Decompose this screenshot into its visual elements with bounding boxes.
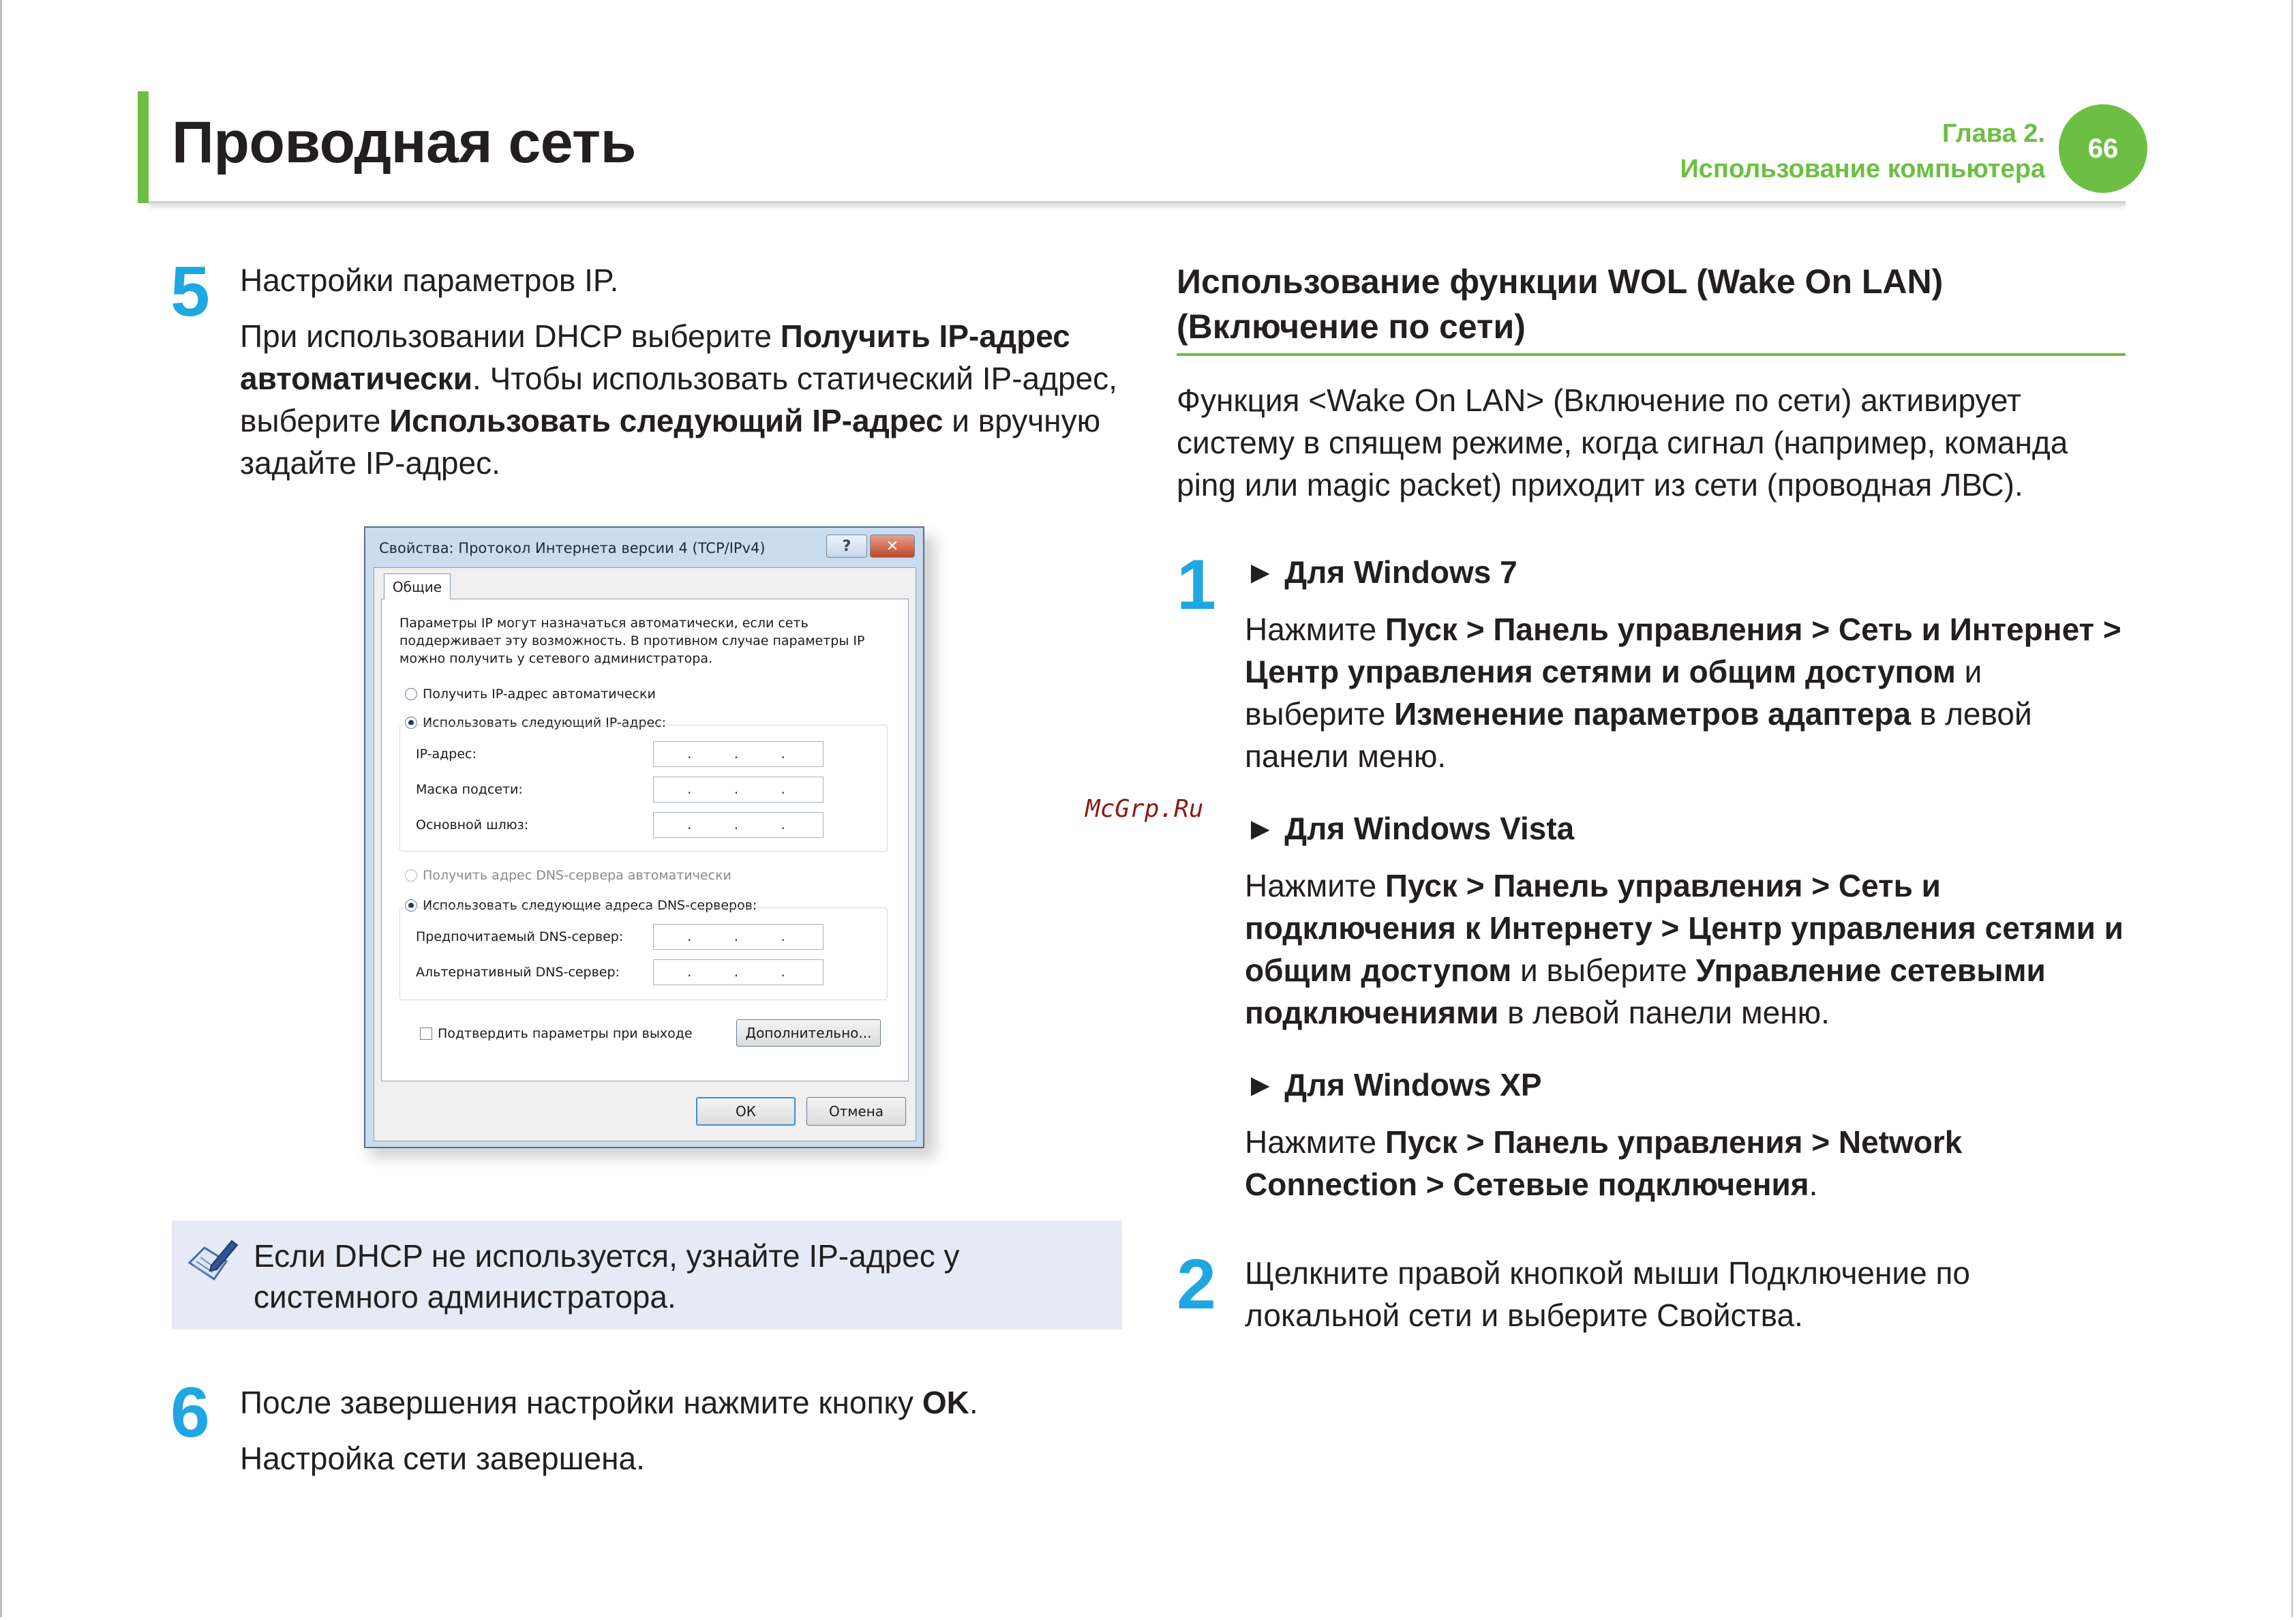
text-run: . bbox=[969, 1385, 978, 1420]
dialog-title: Свойства: Протокол Интернета версии 4 (TCP/IPv4) bbox=[379, 540, 766, 556]
ok-button-ref: OK bbox=[922, 1385, 969, 1420]
wol-heading-rule bbox=[1177, 353, 2126, 356]
auto-dns-radio[interactable] bbox=[405, 869, 417, 882]
text-run: Нажмите bbox=[1245, 868, 1385, 903]
manual-dns-label: Использовать следующие адреса DNS-серверов: bbox=[423, 898, 757, 913]
win7-subheading: ► Для Windows 7 bbox=[1245, 554, 1517, 590]
step-5-paragraph bbox=[240, 315, 1126, 484]
preferred-dns-label: Предпочитаемый DNS-сервер: bbox=[416, 929, 624, 944]
auto-ip-radio[interactable] bbox=[405, 688, 417, 700]
chapter-number: Глава 2. bbox=[1942, 119, 2045, 148]
alternate-dns-label: Альтернативный DNS-сервер: bbox=[416, 965, 620, 980]
general-tab-panel bbox=[381, 599, 909, 1081]
auto-dns-radio-row[interactable] bbox=[405, 868, 731, 883]
text-run: и выберите bbox=[1511, 952, 1696, 988]
menu-item-ref: Изменение параметров адаптера bbox=[1394, 696, 1912, 732]
default-gateway-label: Основной шлюз: bbox=[416, 817, 529, 832]
auto-ip-option-ref: Получить IP-адрес автоматически bbox=[240, 318, 1070, 396]
auto-ip-radio-row[interactable] bbox=[405, 687, 656, 702]
step-6-number: 6 bbox=[170, 1373, 210, 1452]
win7-instructions bbox=[1245, 608, 2131, 777]
text-run: и выберите bbox=[1245, 654, 1982, 732]
ip-address-label: IP-адрес: bbox=[416, 747, 477, 762]
validate-on-exit-label: Подтвердить параметры при выходе bbox=[438, 1026, 693, 1041]
tab-general[interactable]: Общие bbox=[384, 573, 451, 599]
note-pencil-icon bbox=[184, 1235, 239, 1290]
cancel-button[interactable]: Отмена bbox=[806, 1097, 906, 1126]
text-run: Нажмите bbox=[1245, 612, 1385, 647]
wol-intro: Функция <Wake On LAN> (Включение по сети) активирует систему в спящем режиме, когда сигнал (например, команда ping или magic packet) приходит из сети (проводная ЛВС). bbox=[1177, 382, 2068, 502]
step-2-text: Щелкните правой кнопкой мыши Подключение по локальной сети и выберите Свойства. bbox=[1245, 1255, 1970, 1333]
step-5-number: 5 bbox=[170, 252, 210, 331]
vista-instructions bbox=[1245, 865, 2138, 1034]
page-title: Проводная сеть bbox=[172, 110, 636, 175]
auto-dns-label: Получить адрес DNS-сервера автоматически bbox=[423, 868, 731, 883]
text-run: При использовании DHCP выберите bbox=[240, 318, 781, 354]
help-button[interactable]: ? bbox=[826, 535, 867, 558]
watermark: McGrp.Ru bbox=[1085, 795, 1204, 823]
header-rule bbox=[149, 201, 2126, 212]
wol-heading: Использование функции WOL (Wake On LAN) (Включение по сети) bbox=[1177, 262, 1944, 346]
ipv4-properties-dialog bbox=[364, 526, 924, 1148]
validate-checkbox-row[interactable] bbox=[420, 1026, 693, 1041]
subnet-mask-label: Маска подсети: bbox=[416, 782, 523, 797]
subnet-mask-input[interactable]: . . . bbox=[653, 777, 824, 802]
ok-button[interactable]: ОК bbox=[696, 1097, 796, 1126]
xp-subheading: ► Для Windows XP bbox=[1245, 1067, 1542, 1102]
manual-ip-option-ref: Использовать следующий IP-адрес bbox=[389, 403, 943, 438]
title-accent-bar bbox=[138, 91, 149, 203]
text-run: в левой панели меню. bbox=[1498, 995, 1830, 1030]
auto-ip-label: Получить IP-адрес автоматически bbox=[423, 687, 656, 702]
text-run: После завершения настройки нажмите кнопку bbox=[240, 1385, 922, 1420]
text-run: Нажмите bbox=[1245, 1124, 1385, 1160]
text-run: . bbox=[1809, 1167, 1818, 1202]
text-run: в левой панели меню. bbox=[1245, 696, 2032, 774]
close-button[interactable]: ✕ bbox=[870, 535, 915, 558]
dialog-body bbox=[374, 567, 916, 1141]
step-1-number: 1 bbox=[1177, 545, 1216, 625]
note-text: Если DHCP не используется, узнайте IP-адрес у системного администратора. bbox=[254, 1238, 960, 1315]
alternate-dns-input[interactable]: . . . bbox=[653, 959, 824, 985]
manual-ip-label: Использовать следующий IP-адрес: bbox=[423, 715, 667, 730]
text-run: и вручную задайте IP-адрес. bbox=[240, 403, 1101, 481]
text-run: . Чтобы использовать статический IP-адрес, выберите bbox=[240, 361, 1117, 438]
ip-address-input[interactable]: . . . bbox=[653, 741, 824, 767]
validate-on-exit-checkbox[interactable] bbox=[420, 1028, 432, 1040]
xp-instructions bbox=[1245, 1121, 2131, 1205]
menu-path: Пуск > Панель управления > Network Connection > Сетевые подключения bbox=[1245, 1124, 1963, 1202]
menu-path: Пуск > Панель управления > Сеть и Интернет > Центр управления сетями и общим доступом bbox=[1245, 612, 2121, 689]
dns-settings-group bbox=[399, 907, 888, 1000]
page-number-badge: 66 bbox=[2059, 104, 2147, 193]
note-box bbox=[172, 1220, 1122, 1330]
menu-path: Пуск > Панель управления > Сеть и подключения к Интернету > Центр управления сетями и общим доступом bbox=[1245, 868, 2124, 988]
vista-subheading: ► Для Windows Vista bbox=[1245, 811, 1575, 846]
step-6-result: Настройка сети завершена. bbox=[240, 1441, 645, 1476]
menu-item-ref: Управление сетевыми подключениями bbox=[1245, 952, 2046, 1030]
step-5-heading: Настройки параметров IP. bbox=[240, 262, 619, 298]
advanced-button[interactable]: Дополнительно... bbox=[736, 1019, 881, 1047]
step-2-number: 2 bbox=[1177, 1245, 1216, 1324]
dialog-info-text: Параметры IP могут назначаться автоматически, если сеть поддерживает эту возможность. В противном случае параметры IP можно получить у сетевого администратора. bbox=[399, 616, 865, 666]
step-6-text bbox=[240, 1381, 1119, 1424]
default-gateway-input[interactable]: . . . bbox=[653, 812, 824, 838]
chapter-title: Использование компьютера bbox=[1680, 155, 2045, 183]
preferred-dns-input[interactable]: . . . bbox=[653, 924, 824, 950]
chapter-label bbox=[1680, 116, 2045, 187]
